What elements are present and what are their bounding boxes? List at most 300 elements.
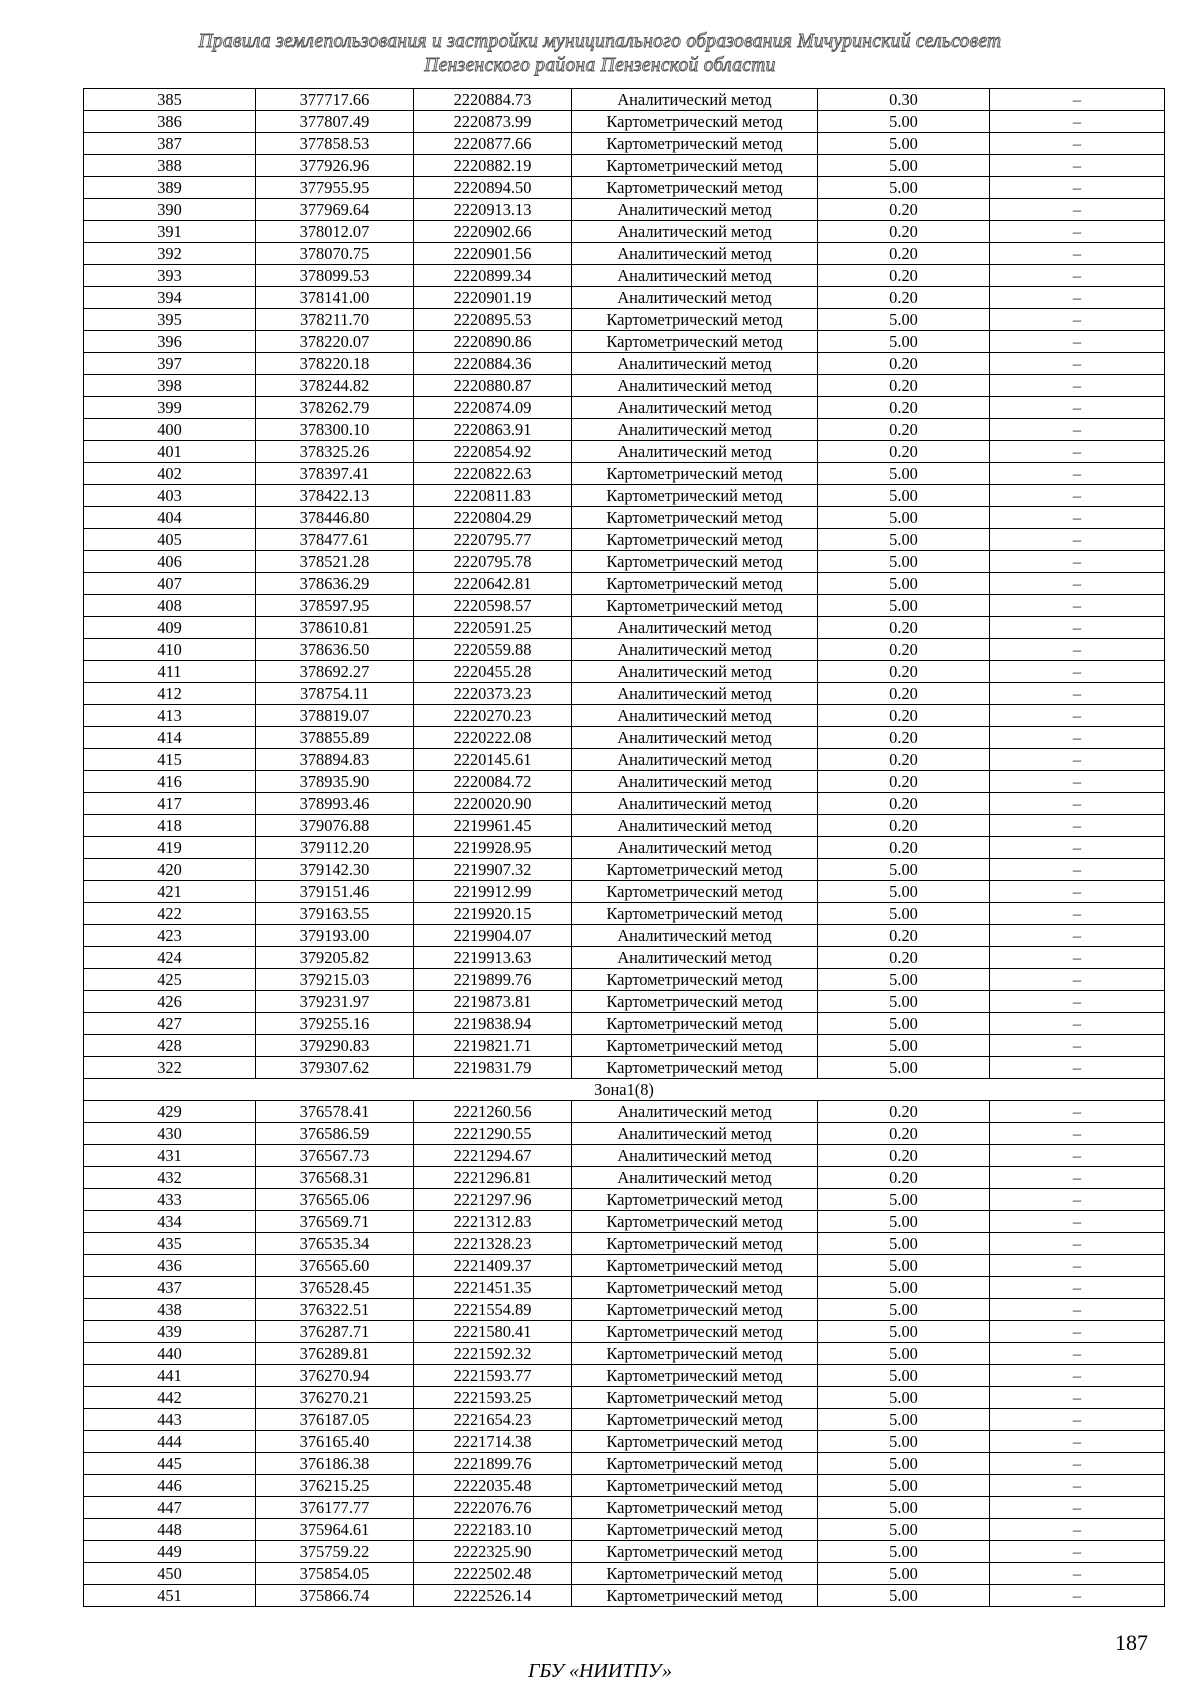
method-cell: Картометрический метод	[572, 331, 818, 353]
accuracy-cell: 0.20	[818, 771, 990, 793]
note-cell: –	[990, 133, 1165, 155]
method-cell: Аналитический метод	[572, 1101, 818, 1123]
x-coordinate-cell: 376535.34	[256, 1233, 414, 1255]
table-row	[84, 199, 1165, 221]
accuracy-cell: 5.00	[818, 1277, 990, 1299]
point-number-cell: 415	[84, 749, 256, 771]
method-cell: Аналитический метод	[572, 815, 818, 837]
y-coordinate-cell: 2221593.25	[414, 1387, 572, 1409]
table-row	[84, 903, 1165, 925]
table-row	[84, 133, 1165, 155]
table-row	[84, 1497, 1165, 1519]
y-coordinate-cell: 2221451.35	[414, 1277, 572, 1299]
x-coordinate-cell: 378141.00	[256, 287, 414, 309]
method-cell: Картометрический метод	[572, 463, 818, 485]
method-cell: Аналитический метод	[572, 287, 818, 309]
x-coordinate-cell: 376565.06	[256, 1189, 414, 1211]
accuracy-cell: 0.20	[818, 375, 990, 397]
method-cell: Аналитический метод	[572, 925, 818, 947]
y-coordinate-cell: 2220873.99	[414, 111, 572, 133]
table-row	[84, 1189, 1165, 1211]
table-row	[84, 1035, 1165, 1057]
method-cell: Картометрический метод	[572, 485, 818, 507]
x-coordinate-cell: 376215.25	[256, 1475, 414, 1497]
table-row	[84, 177, 1165, 199]
accuracy-cell: 5.00	[818, 1541, 990, 1563]
point-number-cell: 442	[84, 1387, 256, 1409]
note-cell: –	[990, 485, 1165, 507]
coordinates-table	[83, 88, 1165, 1607]
note-cell: –	[990, 683, 1165, 705]
method-cell: Картометрический метод	[572, 1035, 818, 1057]
point-number-cell: 423	[84, 925, 256, 947]
x-coordinate-cell: 375759.22	[256, 1541, 414, 1563]
y-coordinate-cell: 2220020.90	[414, 793, 572, 815]
note-cell: –	[990, 1563, 1165, 1585]
accuracy-cell: 0.20	[818, 353, 990, 375]
accuracy-cell: 5.00	[818, 969, 990, 991]
y-coordinate-cell: 2220084.72	[414, 771, 572, 793]
x-coordinate-cell: 379307.62	[256, 1057, 414, 1079]
y-coordinate-cell: 2222325.90	[414, 1541, 572, 1563]
note-cell: –	[990, 617, 1165, 639]
table-row	[84, 859, 1165, 881]
x-coordinate-cell: 379215.03	[256, 969, 414, 991]
x-coordinate-cell: 379151.46	[256, 881, 414, 903]
note-cell: –	[990, 1387, 1165, 1409]
x-coordinate-cell: 378262.79	[256, 397, 414, 419]
accuracy-cell: 0.20	[818, 815, 990, 837]
y-coordinate-cell: 2220890.86	[414, 331, 572, 353]
table-row	[84, 221, 1165, 243]
note-cell: –	[990, 375, 1165, 397]
x-coordinate-cell: 378422.13	[256, 485, 414, 507]
x-coordinate-cell: 378935.90	[256, 771, 414, 793]
note-cell: –	[990, 155, 1165, 177]
x-coordinate-cell: 378220.07	[256, 331, 414, 353]
y-coordinate-cell: 2220913.13	[414, 199, 572, 221]
y-coordinate-cell: 2221593.77	[414, 1365, 572, 1387]
table-row	[84, 1453, 1165, 1475]
point-number-cell: 405	[84, 529, 256, 551]
accuracy-cell: 0.20	[818, 265, 990, 287]
table-row	[84, 551, 1165, 573]
y-coordinate-cell: 2221554.89	[414, 1299, 572, 1321]
y-coordinate-cell: 2219912.99	[414, 881, 572, 903]
table-row	[84, 815, 1165, 837]
point-number-cell: 432	[84, 1167, 256, 1189]
method-cell: Картометрический метод	[572, 1475, 818, 1497]
note-cell: –	[990, 243, 1165, 265]
method-cell: Аналитический метод	[572, 419, 818, 441]
y-coordinate-cell: 2220877.66	[414, 133, 572, 155]
method-cell: Аналитический метод	[572, 1123, 818, 1145]
point-number-cell: 409	[84, 617, 256, 639]
point-number-cell: 390	[84, 199, 256, 221]
point-number-cell: 387	[84, 133, 256, 155]
y-coordinate-cell: 2222502.48	[414, 1563, 572, 1585]
x-coordinate-cell: 375854.05	[256, 1563, 414, 1585]
y-coordinate-cell: 2220811.83	[414, 485, 572, 507]
note-cell: –	[990, 1255, 1165, 1277]
point-number-cell: 424	[84, 947, 256, 969]
table-row	[84, 441, 1165, 463]
y-coordinate-cell: 2222035.48	[414, 1475, 572, 1497]
accuracy-cell: 5.00	[818, 573, 990, 595]
y-coordinate-cell: 2220373.23	[414, 683, 572, 705]
accuracy-cell: 5.00	[818, 595, 990, 617]
point-number-cell: 445	[84, 1453, 256, 1475]
y-coordinate-cell: 2220145.61	[414, 749, 572, 771]
method-cell: Аналитический метод	[572, 683, 818, 705]
y-coordinate-cell: 2220899.34	[414, 265, 572, 287]
x-coordinate-cell: 378300.10	[256, 419, 414, 441]
table-row	[84, 1431, 1165, 1453]
note-cell: –	[990, 397, 1165, 419]
note-cell: –	[990, 925, 1165, 947]
method-cell: Картометрический метод	[572, 595, 818, 617]
method-cell: Картометрический метод	[572, 111, 818, 133]
x-coordinate-cell: 379142.30	[256, 859, 414, 881]
method-cell: Картометрический метод	[572, 155, 818, 177]
accuracy-cell: 5.00	[818, 111, 990, 133]
y-coordinate-cell: 2219913.63	[414, 947, 572, 969]
note-cell: –	[990, 947, 1165, 969]
accuracy-cell: 0.20	[818, 1101, 990, 1123]
table-row	[84, 793, 1165, 815]
x-coordinate-cell: 378099.53	[256, 265, 414, 287]
point-number-cell: 418	[84, 815, 256, 837]
y-coordinate-cell: 2219904.07	[414, 925, 572, 947]
method-cell: Аналитический метод	[572, 771, 818, 793]
point-number-cell: 448	[84, 1519, 256, 1541]
header-line-2: Пензенского района Пензенской области	[424, 55, 776, 76]
table-row	[84, 683, 1165, 705]
accuracy-cell: 5.00	[818, 1343, 990, 1365]
point-number-cell: 394	[84, 287, 256, 309]
accuracy-cell: 5.00	[818, 1519, 990, 1541]
table-row	[84, 529, 1165, 551]
x-coordinate-cell: 378211.70	[256, 309, 414, 331]
point-number-cell: 386	[84, 111, 256, 133]
point-number-cell: 322	[84, 1057, 256, 1079]
table-row	[84, 1123, 1165, 1145]
running-header	[0, 30, 1200, 78]
y-coordinate-cell: 2220880.87	[414, 375, 572, 397]
method-cell: Аналитический метод	[572, 661, 818, 683]
method-cell: Аналитический метод	[572, 705, 818, 727]
method-cell: Картометрический метод	[572, 1453, 818, 1475]
accuracy-cell: 0.30	[818, 89, 990, 111]
accuracy-cell: 0.20	[818, 617, 990, 639]
accuracy-cell: 5.00	[818, 1211, 990, 1233]
table-row	[84, 375, 1165, 397]
x-coordinate-cell: 379290.83	[256, 1035, 414, 1057]
note-cell: –	[990, 265, 1165, 287]
y-coordinate-cell: 2220591.25	[414, 617, 572, 639]
table-row	[84, 89, 1165, 111]
x-coordinate-cell: 378446.80	[256, 507, 414, 529]
y-coordinate-cell: 2220455.28	[414, 661, 572, 683]
note-cell: –	[990, 1321, 1165, 1343]
x-coordinate-cell: 376289.81	[256, 1343, 414, 1365]
x-coordinate-cell: 375866.74	[256, 1585, 414, 1607]
y-coordinate-cell: 2220642.81	[414, 573, 572, 595]
table-row	[84, 1013, 1165, 1035]
method-cell: Аналитический метод	[572, 1167, 818, 1189]
point-number-cell: 396	[84, 331, 256, 353]
point-number-cell: 417	[84, 793, 256, 815]
table-row	[84, 155, 1165, 177]
point-number-cell: 388	[84, 155, 256, 177]
accuracy-cell: 5.00	[818, 1497, 990, 1519]
method-cell: Аналитический метод	[572, 243, 818, 265]
accuracy-cell: 5.00	[818, 1321, 990, 1343]
point-number-cell: 404	[84, 507, 256, 529]
point-number-cell: 428	[84, 1035, 256, 1057]
accuracy-cell: 5.00	[818, 859, 990, 881]
x-coordinate-cell: 376568.31	[256, 1167, 414, 1189]
method-cell: Картометрический метод	[572, 991, 818, 1013]
point-number-cell: 451	[84, 1585, 256, 1607]
note-cell: –	[990, 331, 1165, 353]
note-cell: –	[990, 507, 1165, 529]
point-number-cell: 398	[84, 375, 256, 397]
note-cell: –	[990, 353, 1165, 375]
method-cell: Аналитический метод	[572, 749, 818, 771]
method-cell: Аналитический метод	[572, 89, 818, 111]
footer-organization: ГБУ «НИИТПУ»	[528, 1660, 672, 1682]
x-coordinate-cell: 377926.96	[256, 155, 414, 177]
accuracy-cell: 0.20	[818, 1167, 990, 1189]
table-row	[84, 353, 1165, 375]
note-cell: –	[990, 1497, 1165, 1519]
note-cell: –	[990, 903, 1165, 925]
table-row	[84, 881, 1165, 903]
table-row	[84, 265, 1165, 287]
point-number-cell: 426	[84, 991, 256, 1013]
accuracy-cell: 0.20	[818, 1145, 990, 1167]
y-coordinate-cell: 2220895.53	[414, 309, 572, 331]
y-coordinate-cell: 2221312.83	[414, 1211, 572, 1233]
accuracy-cell: 0.20	[818, 925, 990, 947]
point-number-cell: 419	[84, 837, 256, 859]
accuracy-cell: 0.20	[818, 397, 990, 419]
table-row	[84, 243, 1165, 265]
note-cell: –	[990, 1035, 1165, 1057]
note-cell: –	[990, 1277, 1165, 1299]
point-number-cell: 446	[84, 1475, 256, 1497]
method-cell: Картометрический метод	[572, 133, 818, 155]
point-number-cell: 391	[84, 221, 256, 243]
y-coordinate-cell: 2220863.91	[414, 419, 572, 441]
y-coordinate-cell: 2219873.81	[414, 991, 572, 1013]
accuracy-cell: 5.00	[818, 485, 990, 507]
table-row	[84, 771, 1165, 793]
zone-header-row	[84, 1079, 1165, 1101]
accuracy-cell: 0.20	[818, 419, 990, 441]
x-coordinate-cell: 378220.18	[256, 353, 414, 375]
accuracy-cell: 5.00	[818, 133, 990, 155]
note-cell: –	[990, 1123, 1165, 1145]
note-cell: –	[990, 221, 1165, 243]
table-row	[84, 1211, 1165, 1233]
x-coordinate-cell: 378397.41	[256, 463, 414, 485]
y-coordinate-cell: 2221714.38	[414, 1431, 572, 1453]
accuracy-cell: 0.20	[818, 683, 990, 705]
accuracy-cell: 5.00	[818, 1255, 990, 1277]
accuracy-cell: 0.20	[818, 727, 990, 749]
x-coordinate-cell: 376287.71	[256, 1321, 414, 1343]
accuracy-cell: 5.00	[818, 881, 990, 903]
accuracy-cell: 0.20	[818, 441, 990, 463]
method-cell: Картометрический метод	[572, 1585, 818, 1607]
method-cell: Картометрический метод	[572, 573, 818, 595]
x-coordinate-cell: 376165.40	[256, 1431, 414, 1453]
method-cell: Картометрический метод	[572, 859, 818, 881]
table-row	[84, 969, 1165, 991]
x-coordinate-cell: 379076.88	[256, 815, 414, 837]
point-number-cell: 425	[84, 969, 256, 991]
method-cell: Картометрический метод	[572, 1255, 818, 1277]
point-number-cell: 439	[84, 1321, 256, 1343]
y-coordinate-cell: 2221899.76	[414, 1453, 572, 1475]
accuracy-cell: 5.00	[818, 155, 990, 177]
x-coordinate-cell: 378855.89	[256, 727, 414, 749]
accuracy-cell: 5.00	[818, 1013, 990, 1035]
accuracy-cell: 0.20	[818, 947, 990, 969]
method-cell: Картометрический метод	[572, 1299, 818, 1321]
method-cell: Картометрический метод	[572, 1409, 818, 1431]
method-cell: Аналитический метод	[572, 1145, 818, 1167]
note-cell: –	[990, 199, 1165, 221]
method-cell: Картометрический метод	[572, 1321, 818, 1343]
accuracy-cell: 5.00	[818, 991, 990, 1013]
x-coordinate-cell: 376322.51	[256, 1299, 414, 1321]
note-cell: –	[990, 1101, 1165, 1123]
method-cell: Аналитический метод	[572, 947, 818, 969]
y-coordinate-cell: 2219907.32	[414, 859, 572, 881]
point-number-cell: 403	[84, 485, 256, 507]
note-cell: –	[990, 793, 1165, 815]
x-coordinate-cell: 378819.07	[256, 705, 414, 727]
accuracy-cell: 0.20	[818, 837, 990, 859]
point-number-cell: 389	[84, 177, 256, 199]
y-coordinate-cell: 2221297.96	[414, 1189, 572, 1211]
note-cell: –	[990, 1167, 1165, 1189]
x-coordinate-cell: 376528.45	[256, 1277, 414, 1299]
x-coordinate-cell: 376186.38	[256, 1453, 414, 1475]
y-coordinate-cell: 2222526.14	[414, 1585, 572, 1607]
y-coordinate-cell: 2220884.36	[414, 353, 572, 375]
y-coordinate-cell: 2220270.23	[414, 705, 572, 727]
point-number-cell: 434	[84, 1211, 256, 1233]
table-row	[84, 1145, 1165, 1167]
table-row	[84, 397, 1165, 419]
accuracy-cell: 5.00	[818, 1189, 990, 1211]
table-row	[84, 1475, 1165, 1497]
note-cell: –	[990, 639, 1165, 661]
method-cell: Картометрический метод	[572, 551, 818, 573]
table-row	[84, 617, 1165, 639]
note-cell: –	[990, 287, 1165, 309]
x-coordinate-cell: 377807.49	[256, 111, 414, 133]
table-row	[84, 111, 1165, 133]
x-coordinate-cell: 379205.82	[256, 947, 414, 969]
point-number-cell: 449	[84, 1541, 256, 1563]
note-cell: –	[990, 1189, 1165, 1211]
note-cell: –	[990, 89, 1165, 111]
point-number-cell: 447	[84, 1497, 256, 1519]
note-cell: –	[990, 837, 1165, 859]
table-row	[84, 1101, 1165, 1123]
table-row	[84, 1255, 1165, 1277]
accuracy-cell: 5.00	[818, 1387, 990, 1409]
method-cell: Аналитический метод	[572, 617, 818, 639]
table-row	[84, 749, 1165, 771]
method-cell: Картометрический метод	[572, 1497, 818, 1519]
x-coordinate-cell: 376586.59	[256, 1123, 414, 1145]
y-coordinate-cell: 2219821.71	[414, 1035, 572, 1057]
accuracy-cell: 5.00	[818, 309, 990, 331]
note-cell: –	[990, 177, 1165, 199]
method-cell: Картометрический метод	[572, 969, 818, 991]
y-coordinate-cell: 2220222.08	[414, 727, 572, 749]
table-row	[84, 661, 1165, 683]
table-row	[84, 1365, 1165, 1387]
note-cell: –	[990, 881, 1165, 903]
table-row	[84, 1233, 1165, 1255]
note-cell: –	[990, 573, 1165, 595]
y-coordinate-cell: 2219899.76	[414, 969, 572, 991]
x-coordinate-cell: 379193.00	[256, 925, 414, 947]
table-row	[84, 1387, 1165, 1409]
y-coordinate-cell: 2219961.45	[414, 815, 572, 837]
x-coordinate-cell: 376565.60	[256, 1255, 414, 1277]
y-coordinate-cell: 2220902.66	[414, 221, 572, 243]
note-cell: –	[990, 727, 1165, 749]
note-cell: –	[990, 705, 1165, 727]
x-coordinate-cell: 378521.28	[256, 551, 414, 573]
method-cell: Картометрический метод	[572, 177, 818, 199]
point-number-cell: 421	[84, 881, 256, 903]
y-coordinate-cell: 2220559.88	[414, 639, 572, 661]
method-cell: Аналитический метод	[572, 397, 818, 419]
point-number-cell: 413	[84, 705, 256, 727]
method-cell: Картометрический метод	[572, 1057, 818, 1079]
x-coordinate-cell: 378597.95	[256, 595, 414, 617]
note-cell: –	[990, 1431, 1165, 1453]
note-cell: –	[990, 991, 1165, 1013]
method-cell: Аналитический метод	[572, 727, 818, 749]
method-cell: Картометрический метод	[572, 507, 818, 529]
table-row	[84, 991, 1165, 1013]
accuracy-cell: 0.20	[818, 1123, 990, 1145]
point-number-cell: 407	[84, 573, 256, 595]
table-row	[84, 925, 1165, 947]
y-coordinate-cell: 2219928.95	[414, 837, 572, 859]
y-coordinate-cell: 2220822.63	[414, 463, 572, 485]
y-coordinate-cell: 2220894.50	[414, 177, 572, 199]
point-number-cell: 399	[84, 397, 256, 419]
note-cell: –	[990, 1453, 1165, 1475]
note-cell: –	[990, 1211, 1165, 1233]
note-cell: –	[990, 1233, 1165, 1255]
method-cell: Картометрический метод	[572, 1563, 818, 1585]
x-coordinate-cell: 377969.64	[256, 199, 414, 221]
x-coordinate-cell: 378692.27	[256, 661, 414, 683]
method-cell: Картометрический метод	[572, 1233, 818, 1255]
